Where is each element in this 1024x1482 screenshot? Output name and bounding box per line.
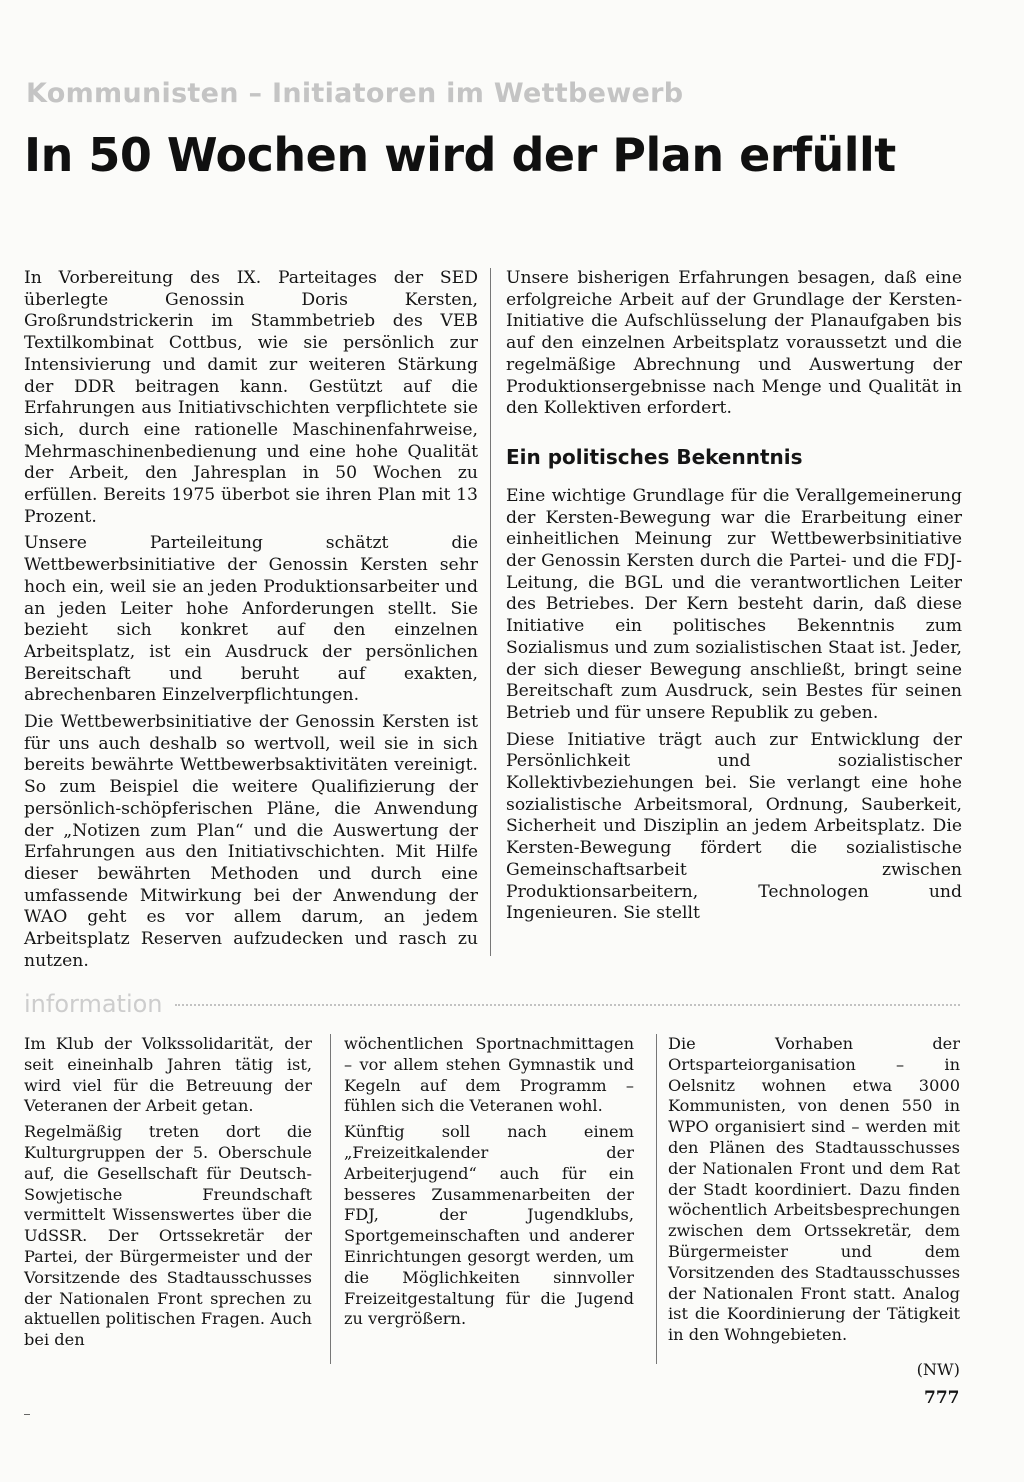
column-divider	[490, 268, 491, 956]
paragraph: Diese Initiative trägt auch zur Entwicklung der Persönlichkeit und sozialistischer Kollektivbeziehungen bei. Sie verlangt eine hohe sozialistische Arbeitsmoral, Ordnung, Sauberkeit, Sicherheit und Disziplin an jedem Arbeitsplatz. Die Kersten-Bewegung fördert die sozialistische Gemeinschaftsarbeit zwischen Produktionsarbeitern, Technologen und Ingenieuren. Sie stellt	[506, 729, 962, 924]
page-number: 777	[924, 1388, 960, 1408]
paragraph: Die Vorhaben der Ortsparteiorganisation – in Oelsnitz wohnen etwa 3000 Kommunisten, von denen 550 in WPO organisiert sind – werden mit den Plänen des Stadtausschusses der Nationalen Front und dem Rat der Stadt koordiniert. Dazu finden wöchentlich Arbeitsbesprechungen zwischen dem Ortssekretär, dem Bürgermeister und dem Vorsitzenden des Stadtausschusses der Nationalen Front statt. Analog ist die Koordinierung der Tätigkeit in den Wohngebieten.	[668, 1034, 960, 1345]
subheading: Ein politisches Bekenntnis	[506, 444, 803, 469]
info-divider-1	[330, 1034, 331, 1364]
paragraph: In Vorbereitung des IX. Parteitages der SED überlegte Genossin Doris Kersten, Großrundstrickerin im Stammbetrieb des VEB Textilkombinat Cottbus, wie sie persönlich zur Intensivierung und damit zur weiteren Stärkung der DDR beitragen kann. Gestützt auf die Erfahrungen aus Initiativschichten verpflichtete sie sich, durch eine rationelle Maschinenfahrweise, Mehrmaschinenbedienung und eine hohe Qualität der Arbeit, den Jahresplan in 50 Wochen zu erfüllen. Bereits 1975 überbot sie ihren Plan mit 13 Prozent.	[24, 268, 478, 527]
paragraph: Unsere bisherigen Erfahrungen besagen, daß eine erfolgreiche Arbeit auf der Grundlage der Kersten-Initiative die Aufschlüsselung der Planaufgaben bis auf den einzelnen Arbeitsplatz voraussetzt und die regelmäßige Abrechnung und Auswertung der Produktionsergebnisse nach Menge und Qualität in den Kollektiven erfordert.	[506, 268, 962, 419]
paragraph: Die Wettbewerbsinitiative der Genossin Kersten ist für uns auch deshalb so wertvoll, weil sie in sich bereits bewährte Wettbewerbsaktivitäten vereinigt. So zum Beispiel die weitere Qualifizierung der persönlich-schöpferischen Pläne, die Anwendung der „Notizen zum Plan“ und die Auswertung der Erfahrungen aus den Initiativschichten. Mit Hilfe dieser bewährten Methoden und durch eine umfassende Mitwirkung bei der Anwendung der WAO geht es vor allem darum, an jedem Arbeitsplatz Reserven aufzudecken und rasch zu nutzen.	[24, 712, 478, 971]
information-rule	[175, 1004, 960, 1006]
info-column-2	[344, 1034, 634, 1330]
paragraph: wöchentlichen Sportnachmittagen – vor allem stehen Gymnastik und Kegeln auf dem Programm – fühlen sich die Veteranen wohl.	[344, 1034, 634, 1116]
page-title: In 50 Wochen wird der Plan erfüllt	[24, 128, 896, 182]
kicker: Kommunisten – Initiatoren im Wettbewerb	[26, 78, 684, 109]
paragraph: Im Klub der Volkssolidarität, der seit eineinhalb Jahren tätig ist, wird viel für die Betreuung der Veteranen der Arbeit getan.	[24, 1034, 312, 1116]
info-column-1	[24, 1034, 312, 1351]
signature: (NW)	[916, 1359, 960, 1379]
information-label: information	[24, 990, 163, 1018]
article-column-left	[24, 268, 478, 973]
info-divider-2	[656, 1034, 657, 1364]
paragraph: Regelmäßig treten dort die Kulturgruppen der 5. Oberschule auf, die Gesellschaft für Deutsch-Sowjetische Freundschaft vermittelt Wissenswertes über die UdSSR. Der Ortssekretär der Partei, der Bürgermeister und der Vorsitzende des Stadtausschusses der Nationalen Front sprechen zu aktuellen politischen Fragen. Auch bei den	[24, 1122, 312, 1350]
paragraph: Unsere Parteileitung schätzt die Wettbewerbsinitiative der Genossin Kersten sehr hoch ein, weil sie an jeden Produktionsarbeiter und an jeden Leiter hohe Anforderungen stellt. Sie bezieht sich konkret auf den einzelnen Arbeitsplatz, ist ein Ausdruck der persönlichen Bereitschaft und beruht auf exakten, abrechenbaren Einzelverpflichtungen.	[24, 533, 478, 706]
article-column-right	[506, 268, 962, 925]
info-column-3	[668, 1034, 960, 1381]
paragraph: Künftig soll nach einem „Freizeitkalender der Arbeiterjugend“ auch für ein besseres Zusammenarbeiten der FDJ, der Jugendklubs, Sportgemeinschaften und anderer Einrichtungen gesorgt werden, um die Möglichkeiten sinnvoller Freizeitgestaltung für die Jugend zu vergrößern.	[344, 1122, 634, 1329]
margin-mark	[24, 1414, 30, 1415]
paragraph: Eine wichtige Grundlage für die Verallgemeinerung der Kersten-Bewegung war die Erarbeitung einer einheitlichen Meinung zur Wettbewerbsinitiative der Genossin Kersten durch die Partei- und die FDJ-Leitung, die BGL und die verantwortlichen Leiter des Betriebes. Der Kern besteht darin, daß diese Initiative ein politisches Bekenntnis zum Sozialismus und zum sozialistischen Staat ist. Jeder, der sich dieser Bewegung anschließt, bringt seine Bereitschaft zum Ausdruck, sein Bestes für seinen Betrieb und für unsere Republik zu geben.	[506, 485, 962, 723]
